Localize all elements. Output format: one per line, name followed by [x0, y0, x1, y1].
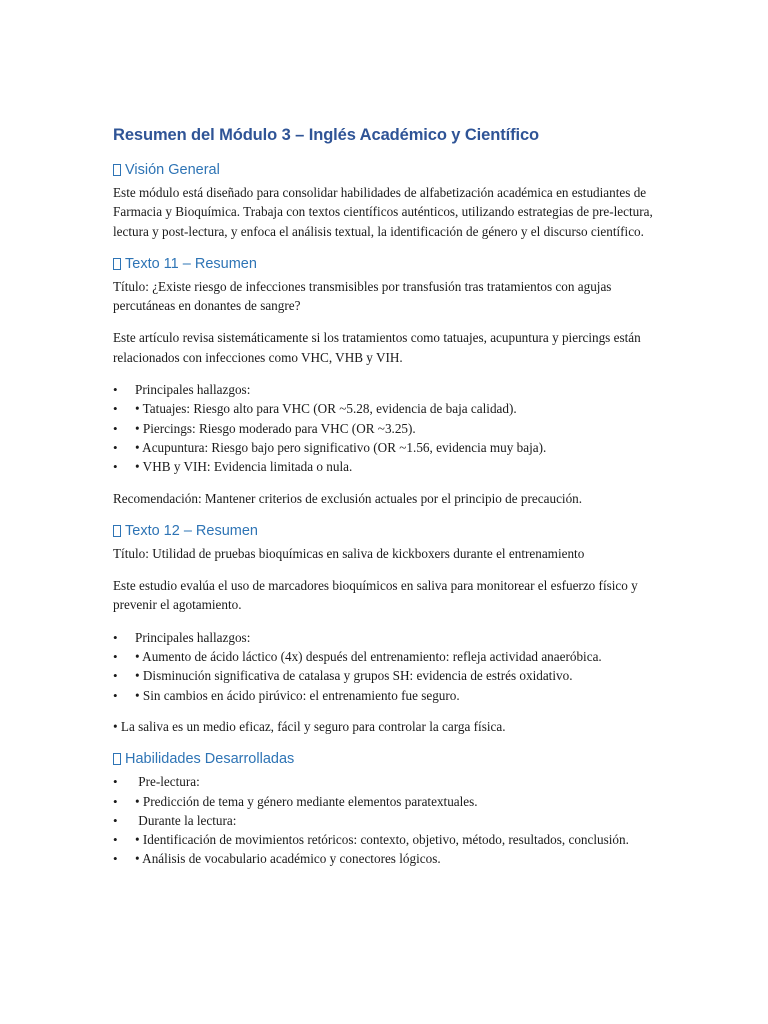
paragraph: Este módulo está diseñado para consolidar habilidades de alfabetización académica en estudiantes de Farmacia y Bioquímica. Trabaja con textos científicos auténticos, utilizando estrategias de pre-lectura, lectura y post-lectura, y enfoca el análisis textual, la identificación de género y el discurso científico. — [113, 185, 653, 239]
bullet-icon: • — [113, 439, 118, 455]
list-item — [113, 792, 658, 811]
paragraph: Recomendación: Mantener criterios de exclusión actuales por el principio de precaución. — [113, 490, 583, 506]
document-content — [113, 124, 658, 881]
list-item-text: • VHB y VIH: Evidencia limitada o nula. — [135, 459, 353, 475]
list-item — [113, 380, 658, 399]
list-item-text: Principales hallazgos: — [135, 382, 251, 398]
section-heading-label: Texto 12 – Resumen — [125, 522, 258, 539]
list-item — [113, 686, 658, 705]
missing-glyph-icon — [113, 525, 121, 537]
bullet-icon: • — [113, 832, 118, 848]
list-item — [113, 457, 658, 476]
list-item-text: Durante la lectura: — [135, 812, 237, 828]
bullet-icon: • — [113, 774, 118, 790]
list-item-text: • Sin cambios en ácido pirúvico: el entrenamiento fue seguro. — [135, 687, 460, 703]
list-item-text: • Acupuntura: Riesgo bajo pero significativo (OR ~1.56, evidencia muy baja). — [135, 439, 547, 455]
section-heading-vision — [113, 160, 658, 180]
list-item — [113, 419, 658, 438]
list-item-text: • Tatuajes: Riesgo alto para VHC (OR ~5.28, evidencia de baja calidad). — [135, 401, 517, 417]
list-item — [113, 647, 658, 666]
bullet-icon: • — [113, 793, 118, 809]
list-item-text: • Predicción de tema y género mediante elementos paratextuales. — [135, 793, 478, 809]
bullet-icon: • — [113, 812, 118, 828]
list-item-text: • Disminución significativa de catalasa y grupos SH: evidencia de estrés oxidativo. — [135, 668, 573, 684]
list-item-text: Principales hallazgos: — [135, 629, 251, 645]
bullet-icon: • — [113, 851, 118, 867]
list-item — [113, 628, 658, 647]
bullet-icon: • — [113, 420, 118, 436]
missing-glyph-icon — [113, 164, 121, 176]
document-title: Resumen del Módulo 3 – Inglés Académico y Científico — [113, 126, 540, 144]
bullet-icon: • — [113, 382, 118, 398]
list-item — [113, 849, 658, 868]
list-item-text: • Aumento de ácido láctico (4x) después del entrenamiento: refleja actividad anaeróbica. — [135, 649, 602, 665]
section-heading-habilidades — [113, 749, 658, 769]
bullet-icon: • — [113, 687, 118, 703]
list-item-text: Pre-lectura: — [135, 774, 200, 790]
list-item-text: • Análisis de vocabulario académico y conectores lógicos. — [135, 851, 441, 867]
bullet-list — [113, 628, 658, 705]
section-heading-label: Visión General — [125, 162, 220, 178]
paragraph: Título: Utilidad de pruebas bioquímicas en saliva de kickboxers durante el entrenamiento — [113, 545, 585, 561]
list-item-text: • Piercings: Riesgo moderado para VHC (OR ~3.25). — [135, 420, 416, 436]
list-item — [113, 399, 658, 418]
missing-glyph-icon — [113, 753, 121, 765]
bullet-icon: • — [113, 401, 118, 417]
list-item — [113, 772, 658, 791]
section-heading-label: Habilidades Desarrolladas — [125, 751, 295, 768]
paragraph: Este artículo revisa sistemáticamente si los tratamientos como tatuajes, acupuntura y piercings están relacionados con infecciones como VHC, VHB y VIH. — [113, 330, 641, 365]
bullet-icon: • — [113, 629, 118, 645]
bullet-icon: • — [113, 649, 118, 665]
bullet-icon: • — [113, 668, 118, 684]
missing-glyph-icon — [113, 258, 121, 270]
list-item — [113, 438, 658, 457]
section-heading-texto-12 — [113, 521, 658, 541]
list-item — [113, 830, 658, 849]
list-item — [113, 666, 658, 685]
paragraph: Este estudio evalúa el uso de marcadores bioquímicos en saliva para monitorear el esfuerzo físico y prevenir el agotamiento. — [113, 578, 638, 613]
bullet-list — [113, 772, 658, 868]
paragraph: • La saliva es un medio eficaz, fácil y seguro para controlar la carga física. — [113, 718, 506, 734]
section-heading-label: Texto 11 – Resumen — [125, 255, 257, 272]
list-item — [113, 811, 658, 830]
paragraph: Título: ¿Existe riesgo de infecciones transmisibles por transfusión tras tratamientos con agujas percutáneas en donantes de sangre? — [113, 278, 612, 314]
bullet-icon: • — [113, 459, 118, 475]
bullet-list — [113, 380, 658, 476]
list-item-text: • Identificación de movimientos retóricos: contexto, objetivo, método, resultados, conclusión. — [135, 832, 629, 848]
section-heading-texto-11 — [113, 254, 658, 274]
